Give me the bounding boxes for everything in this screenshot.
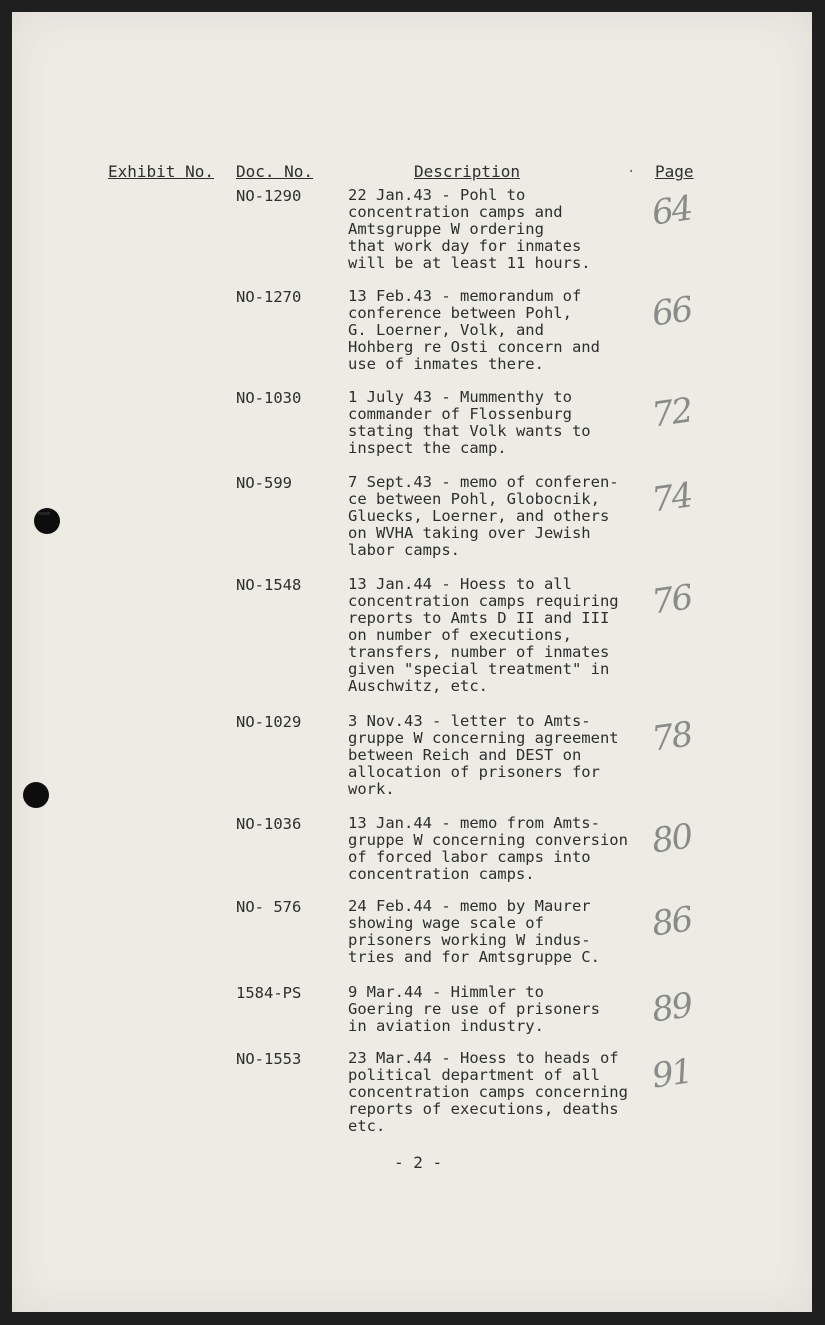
doc-number: NO-1030: [236, 389, 302, 407]
punch-hole: [23, 782, 49, 808]
exhibit-description: 13 Jan.44 - Hoess to all concentration camps requiring reports to Amts D II and III on number of executions, transfers, number of inmates given "special treatment" in Auschwitz, etc.: [348, 575, 619, 695]
exhibit-description: 1 July 43 - Mummenthy to commander of Flossenburg stating that Volk wants to inspect the camp.: [348, 388, 591, 457]
page-number-footer: - 2 -: [394, 1153, 443, 1172]
exhibit-description: 13 Feb.43 - memorandum of conference between Pohl, G. Loerner, Volk, and Hohberg re Osti concern and use of inmates there.: [348, 287, 600, 373]
doc-number: NO-1029: [236, 713, 302, 731]
exhibit-description: 7 Sept.43 - memo of conferen- ce between Pohl, Globocnik, Gluecks, Loerner, and others on WVHA taking over Jewish labor camps.: [348, 473, 619, 559]
doc-number: NO-1270: [236, 288, 302, 306]
page-header: Page: [655, 162, 694, 181]
doc-number: NO-1290: [236, 187, 302, 205]
handwritten-page-number: 80: [649, 816, 694, 862]
handwritten-page-number: 74: [649, 475, 694, 521]
handwritten-page-number: 76: [649, 577, 694, 623]
description-header: Description: [414, 162, 520, 181]
handwritten-page-number: 89: [649, 985, 694, 1031]
exhibit-description: 3 Nov.43 - letter to Amts- gruppe W concerning agreement between Reich and DEST on allocation of prisoners for work.: [348, 712, 619, 798]
exhibit-description: 13 Jan.44 - memo from Amts- gruppe W concerning conversion of forced labor camps into concentration camps.: [348, 814, 628, 883]
handwritten-page-number: 78: [649, 714, 694, 760]
handwritten-page-number: 66: [649, 289, 694, 335]
doc-number: NO-1036: [236, 815, 302, 833]
handwritten-page-number: 72: [649, 390, 694, 436]
handwritten-page-number: 86: [649, 899, 694, 945]
doc-number: NO-599: [236, 474, 292, 492]
exhibit-description: 23 Mar.44 - Hoess to heads of political department of all concentration camps concerning reports of executions, deaths etc.: [348, 1049, 628, 1135]
handwritten-page-number: 91: [649, 1051, 694, 1097]
header-tick-mark: ·: [627, 164, 636, 180]
doc-number: NO-1553: [236, 1050, 302, 1068]
exhibit-description: 9 Mar.44 - Himmler to Goering re use of prisoners in aviation industry.: [348, 983, 600, 1035]
exhibit-description: 22 Jan.43 - Pohl to concentration camps and Amtsgruppe W ordering that work day for inmates will be at least 11 hours.: [348, 186, 591, 272]
document-page: [12, 12, 812, 1312]
punch-hole-mark: [38, 512, 50, 515]
handwritten-page-number: 64: [649, 188, 694, 234]
doc-number: 1584-PS: [236, 984, 302, 1002]
exhibit-no-header: Exhibit No.: [108, 162, 214, 181]
doc-no-header: Doc. No.: [236, 162, 314, 181]
exhibit-description: 24 Feb.44 - memo by Maurer showing wage scale of prisoners working W indus- tries and for Amtsgruppe C.: [348, 897, 600, 966]
doc-number: NO- 576: [236, 898, 302, 916]
doc-number: NO-1548: [236, 576, 302, 594]
